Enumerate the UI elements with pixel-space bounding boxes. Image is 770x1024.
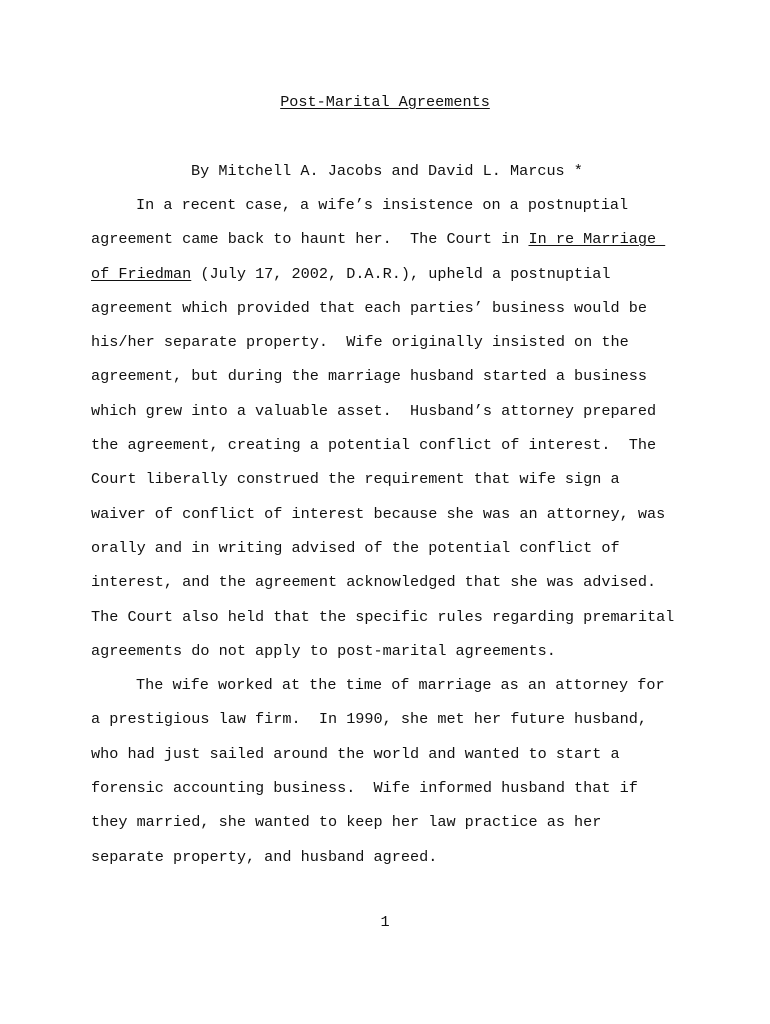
text-line (91, 265, 691, 299)
text-line: agreement which provided that each parties’ business would be (91, 298, 647, 317)
text-line: they married, she wanted to keep her law practice as her (91, 813, 602, 832)
text-line: forensic accounting business. Wife informed husband that if (91, 779, 638, 798)
text-line: orally and in writing advised of the potential conflict of (91, 538, 620, 557)
text-line: interest, and the agreement acknowledged that she was advised. (91, 573, 657, 592)
author-byline: By Mitchell A. Jacobs and David L. Marcus * (191, 162, 583, 180)
text-span: (July 17, 2002, D.A.R.), upheld a postnuptial (191, 264, 611, 283)
text-line: The Court also held that the specific rules regarding premarital (91, 607, 675, 626)
text-line: a prestigious law firm. In 1990, she met her future husband, (91, 710, 647, 729)
body-text (91, 196, 691, 882)
text-line: who had just sailed around the world and wanted to start a (91, 744, 620, 763)
text-line: which grew into a valuable asset. Husband’s attorney prepared (91, 401, 657, 420)
text-line: agreement, but during the marriage husband started a business (91, 367, 647, 386)
text-line: In a recent case, a wife’s insistence on a postnuptial (136, 196, 629, 214)
text-span: agreement came back to haunt her. The Court in (91, 230, 529, 249)
text-line (91, 230, 691, 264)
text-line: waiver of conflict of interest because she was an attorney, was (91, 504, 666, 523)
text-line: agreements do not apply to post-marital agreements. (91, 641, 556, 660)
case-name-underlined: of Friedman (91, 264, 192, 283)
document-title: Post-Marital Agreements (280, 93, 490, 111)
text-line: the agreement, creating a potential conflict of interest. The (91, 436, 657, 455)
page-number: 1 (380, 913, 390, 931)
text-line: The wife worked at the time of marriage as an attorney for (136, 676, 665, 695)
text-line: separate property, and husband agreed. (91, 847, 438, 866)
text-line: Court liberally construed the requirement that wife sign a (91, 470, 620, 489)
case-name-underlined: In re Marriage (528, 230, 666, 249)
text-line: his/her separate property. Wife originally insisted on the (91, 333, 629, 352)
